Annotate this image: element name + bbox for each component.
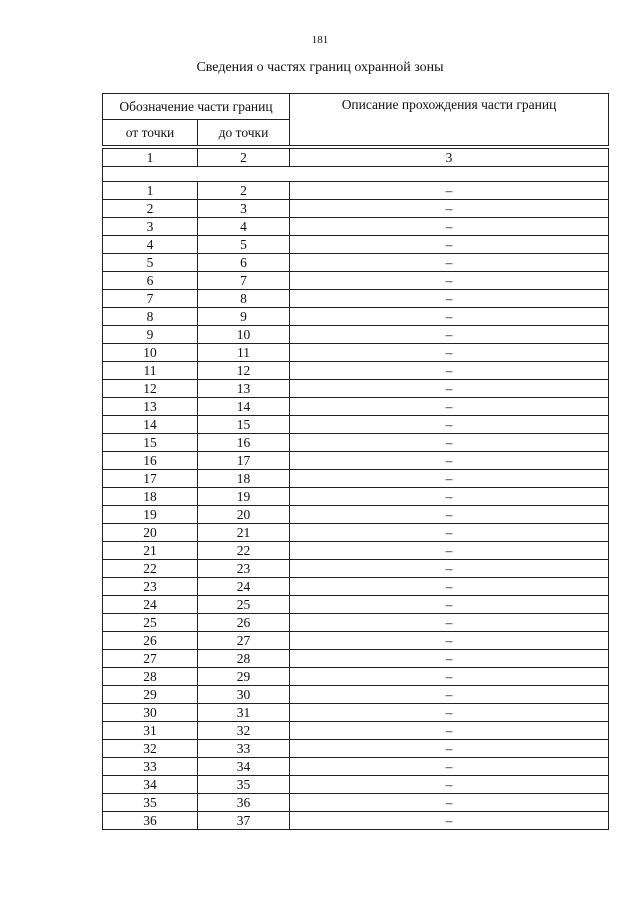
- table-row: [103, 380, 609, 398]
- description-cell: –: [290, 290, 609, 308]
- column-number-2: 2: [198, 149, 290, 167]
- to-point-cell: 30: [198, 686, 290, 704]
- description-cell: –: [290, 200, 609, 218]
- description-cell: –: [290, 398, 609, 416]
- from-point-cell: 20: [103, 524, 198, 542]
- from-point-cell: 30: [103, 704, 198, 722]
- table-row: [103, 326, 609, 344]
- to-point-cell: 32: [198, 722, 290, 740]
- table-row: [103, 452, 609, 470]
- description-cell: –: [290, 740, 609, 758]
- table-row: [103, 254, 609, 272]
- description-cell: –: [290, 236, 609, 254]
- header-to-point: до точки: [198, 120, 290, 146]
- table-row: [103, 668, 609, 686]
- from-point-cell: 19: [103, 506, 198, 524]
- description-cell: –: [290, 614, 609, 632]
- to-point-cell: 14: [198, 398, 290, 416]
- description-cell: –: [290, 470, 609, 488]
- to-point-cell: 19: [198, 488, 290, 506]
- description-cell: –: [290, 812, 609, 830]
- description-cell: –: [290, 632, 609, 650]
- table-row: [103, 686, 609, 704]
- from-point-cell: 2: [103, 200, 198, 218]
- to-point-cell: 18: [198, 470, 290, 488]
- to-point-cell: 7: [198, 272, 290, 290]
- description-cell: –: [290, 272, 609, 290]
- table-row: [103, 596, 609, 614]
- from-point-cell: 8: [103, 308, 198, 326]
- to-point-cell: 9: [198, 308, 290, 326]
- to-point-cell: 10: [198, 326, 290, 344]
- table-row: [103, 290, 609, 308]
- table-row: [103, 470, 609, 488]
- table-row: [103, 758, 609, 776]
- description-cell: –: [290, 560, 609, 578]
- from-point-cell: 29: [103, 686, 198, 704]
- table-row: [103, 776, 609, 794]
- table-row: [103, 308, 609, 326]
- column-number-row: [103, 149, 609, 167]
- from-point-cell: 33: [103, 758, 198, 776]
- to-point-cell: 12: [198, 362, 290, 380]
- from-point-cell: 35: [103, 794, 198, 812]
- description-cell: –: [290, 686, 609, 704]
- to-point-cell: 34: [198, 758, 290, 776]
- to-point-cell: 27: [198, 632, 290, 650]
- to-point-cell: 5: [198, 236, 290, 254]
- description-cell: –: [290, 344, 609, 362]
- header-from-point: от точки: [103, 120, 198, 146]
- from-point-cell: 10: [103, 344, 198, 362]
- column-number-1: 1: [103, 149, 198, 167]
- table-row: [103, 182, 609, 200]
- column-number-3: 3: [290, 149, 609, 167]
- from-point-cell: 36: [103, 812, 198, 830]
- from-point-cell: 23: [103, 578, 198, 596]
- description-cell: –: [290, 380, 609, 398]
- to-point-cell: 24: [198, 578, 290, 596]
- description-cell: –: [290, 794, 609, 812]
- from-point-cell: 25: [103, 614, 198, 632]
- blank-section-row: [103, 167, 609, 182]
- description-cell: –: [290, 650, 609, 668]
- table-row: [103, 272, 609, 290]
- to-point-cell: 22: [198, 542, 290, 560]
- blank-section-cell: [103, 167, 609, 182]
- to-point-cell: 20: [198, 506, 290, 524]
- table-row: [103, 398, 609, 416]
- description-cell: –: [290, 308, 609, 326]
- table-row: [103, 740, 609, 758]
- description-cell: –: [290, 758, 609, 776]
- from-point-cell: 5: [103, 254, 198, 272]
- header-row-main: [103, 94, 609, 120]
- from-point-cell: 13: [103, 398, 198, 416]
- table-row: [103, 236, 609, 254]
- from-point-cell: 12: [103, 380, 198, 398]
- table-row: [103, 200, 609, 218]
- table-row: [103, 524, 609, 542]
- table-row: [103, 506, 609, 524]
- to-point-cell: 35: [198, 776, 290, 794]
- table-row: [103, 560, 609, 578]
- table-row: [103, 794, 609, 812]
- to-point-cell: 37: [198, 812, 290, 830]
- table-row: [103, 578, 609, 596]
- description-cell: –: [290, 722, 609, 740]
- table-row: [103, 218, 609, 236]
- description-cell: –: [290, 362, 609, 380]
- description-cell: –: [290, 416, 609, 434]
- to-point-cell: 28: [198, 650, 290, 668]
- description-cell: –: [290, 542, 609, 560]
- to-point-cell: 2: [198, 182, 290, 200]
- to-point-cell: 17: [198, 452, 290, 470]
- description-cell: –: [290, 506, 609, 524]
- description-cell: –: [290, 524, 609, 542]
- to-point-cell: 36: [198, 794, 290, 812]
- table-row: [103, 416, 609, 434]
- table-row: [103, 722, 609, 740]
- from-point-cell: 22: [103, 560, 198, 578]
- to-point-cell: 4: [198, 218, 290, 236]
- description-cell: –: [290, 704, 609, 722]
- table-row: [103, 344, 609, 362]
- from-point-cell: 3: [103, 218, 198, 236]
- to-point-cell: 29: [198, 668, 290, 686]
- description-cell: –: [290, 776, 609, 794]
- description-cell: –: [290, 668, 609, 686]
- from-point-cell: 7: [103, 290, 198, 308]
- to-point-cell: 3: [198, 200, 290, 218]
- table-row: [103, 434, 609, 452]
- to-point-cell: 23: [198, 560, 290, 578]
- from-point-cell: 28: [103, 668, 198, 686]
- table-body: [103, 94, 609, 830]
- to-point-cell: 8: [198, 290, 290, 308]
- from-point-cell: 15: [103, 434, 198, 452]
- from-point-cell: 27: [103, 650, 198, 668]
- description-cell: –: [290, 182, 609, 200]
- document-title: Сведения о частях границ охранной зоны: [196, 60, 444, 75]
- description-cell: –: [290, 488, 609, 506]
- to-point-cell: 31: [198, 704, 290, 722]
- table-row: [103, 704, 609, 722]
- from-point-cell: 4: [103, 236, 198, 254]
- from-point-cell: 18: [103, 488, 198, 506]
- header-description: Описание прохождения части границ: [290, 94, 609, 146]
- table-row: [103, 614, 609, 632]
- from-point-cell: 9: [103, 326, 198, 344]
- description-cell: –: [290, 254, 609, 272]
- from-point-cell: 6: [103, 272, 198, 290]
- to-point-cell: 13: [198, 380, 290, 398]
- from-point-cell: 14: [103, 416, 198, 434]
- table-row: [103, 650, 609, 668]
- table-row: [103, 632, 609, 650]
- from-point-cell: 24: [103, 596, 198, 614]
- from-point-cell: 17: [103, 470, 198, 488]
- header-boundary-designation: Обозначение части границ: [103, 94, 290, 120]
- from-point-cell: 32: [103, 740, 198, 758]
- to-point-cell: 21: [198, 524, 290, 542]
- description-cell: –: [290, 434, 609, 452]
- table-row: [103, 542, 609, 560]
- from-point-cell: 1: [103, 182, 198, 200]
- from-point-cell: 31: [103, 722, 198, 740]
- from-point-cell: 21: [103, 542, 198, 560]
- from-point-cell: 34: [103, 776, 198, 794]
- table-row: [103, 362, 609, 380]
- to-point-cell: 6: [198, 254, 290, 272]
- table-row: [103, 488, 609, 506]
- description-cell: –: [290, 218, 609, 236]
- description-cell: –: [290, 452, 609, 470]
- to-point-cell: 26: [198, 614, 290, 632]
- to-point-cell: 11: [198, 344, 290, 362]
- description-cell: –: [290, 326, 609, 344]
- from-point-cell: 11: [103, 362, 198, 380]
- to-point-cell: 15: [198, 416, 290, 434]
- description-cell: –: [290, 596, 609, 614]
- page-number: 181: [311, 34, 329, 46]
- to-point-cell: 16: [198, 434, 290, 452]
- from-point-cell: 26: [103, 632, 198, 650]
- boundary-parts-table: [102, 93, 609, 830]
- to-point-cell: 33: [198, 740, 290, 758]
- table-row: [103, 812, 609, 830]
- from-point-cell: 16: [103, 452, 198, 470]
- to-point-cell: 25: [198, 596, 290, 614]
- description-cell: –: [290, 578, 609, 596]
